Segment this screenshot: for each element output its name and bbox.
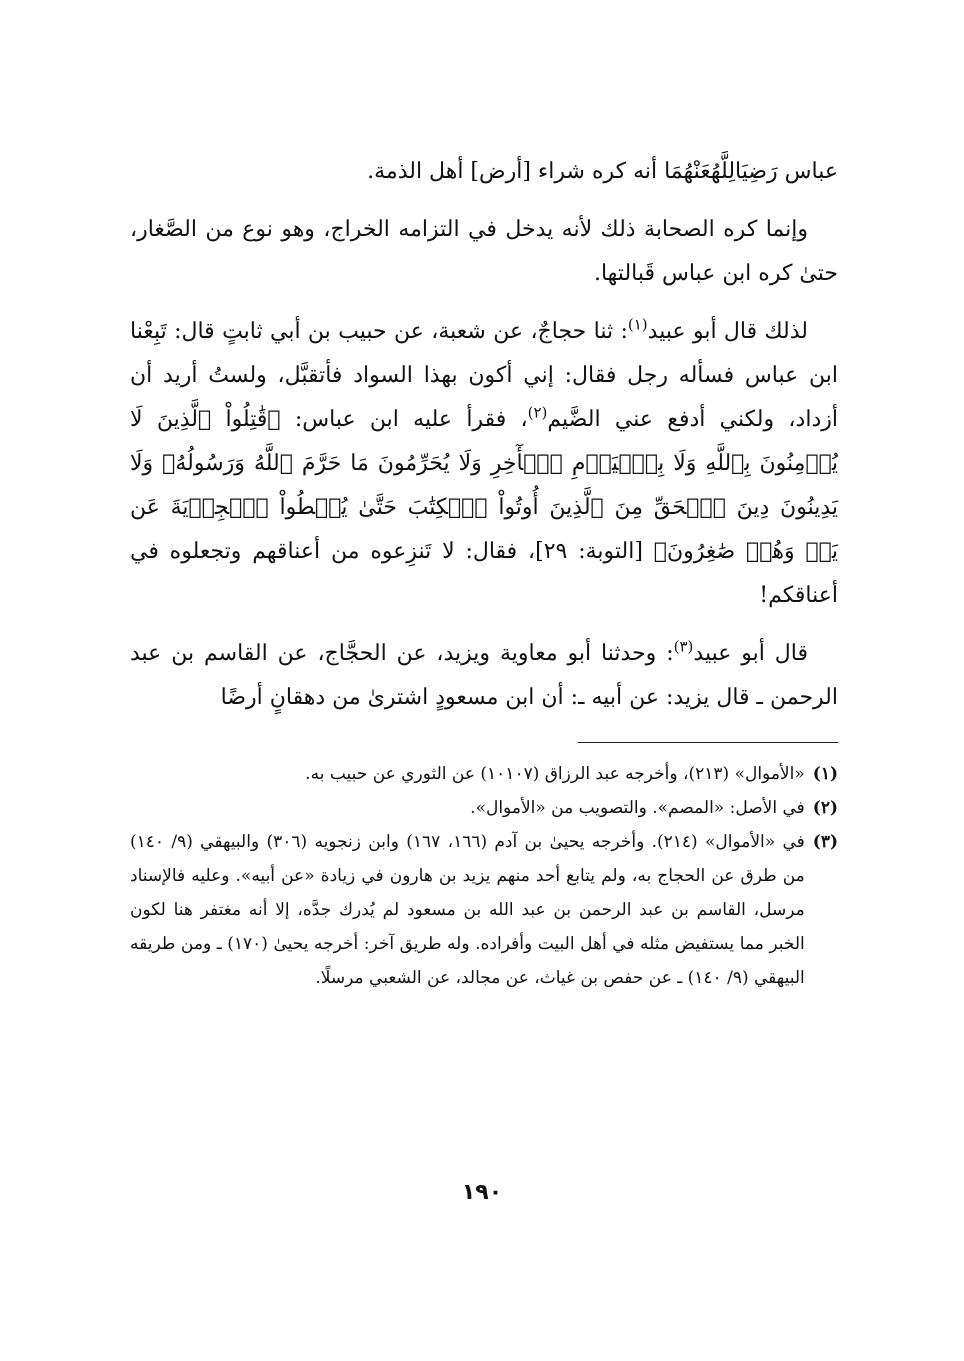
paragraph-3-text-c: ، فقرأ عليه ابن عباس: [280,407,528,432]
paragraph-3-text-b: : ثنا حجاجٌ، عن شعبة، عن حبيب بن أبي ثابتٍ قال: تَبِعْنا ابن عباس فسأله رجل فقال: إني أكون بهذا السواد فأتقبَّل، ولستُ أريد أن أزداد، ولكني أدفع عني الضَّيم [130,319,838,432]
paragraph-1 [130,150,838,194]
paragraph-3-text-d: [التوبة: ٢٩]، فقال: لا تَنزِعوه من أعناقهم وتجعلوه في أعناقكم! [130,539,838,608]
footnote-ref-2: (٢) [527,403,548,422]
footnote-1 [130,757,838,791]
paragraph-4-text-a: قال أبو عبيد [693,641,809,666]
footnote-ref-1: (١) [627,315,648,334]
footnote-ref-3: (٣) [673,637,694,656]
footnote-number: (١) [812,764,838,784]
footnote-2 [130,791,838,825]
paragraph-4-text-b: : وحدثنا أبو معاوية ويزيد، عن الحجَّاج، عن القاسم بن عبد الرحمن ـ قال يزيد: عن أبيه ـ: أن ابن مسعودٍ اشترىٰ من دهقانٍ أرضًا [130,641,838,710]
paragraph-3 [130,310,838,618]
paragraph-4 [130,632,838,720]
footnote-text: في الأصل: «المصم». والتصويب من «الأموال». [470,798,805,818]
paragraph-2 [130,208,838,296]
paragraph-3-text-a: لذلك قال أبو عبيد [647,319,808,344]
footnote-3 [130,825,838,995]
page-number: ١٩٠ [461,1180,503,1205]
paragraph-2-text: وإنما كره الصحابة ذلك لأنه يدخل في التزامه الخراج، وهو نوع من الصَّغار، حتىٰ كره ابن عباس قَبالتها. [130,217,838,286]
page-content [130,150,838,995]
footnote-text: «الأموال» (٢١٣)، وأخرجه عبد الرزاق (١٠١٠٧) عن الثوري عن حبيب به. [305,764,805,784]
footnote-divider [578,742,838,743]
paragraph-1-text: عباس رَضِيَالِلَّهُعَنْهُمَا أنه كره شراء [أرض] أهل الذمة. [367,159,838,184]
footnote-number: (٣) [812,832,838,852]
footnote-text: في «الأموال» (٢١٤). وأخرجه يحيىٰ بن آدم (١٦٦، ١٦٧) وابن زنجويه (٣٠٦) والبيهقي (٩/ ١٤٠) من طرق عن الحجاج به، ولم يتابع أحد منهم يزيد بن هارون في زيادة «عن أبيه». وعليه فالإسناد مرسل، القاسم بن عبد الرحمن بن عبد الله بن مسعود لم يُدرك جدَّه، إلا أنه مغتفر هنا لكون الخبر مما يستفيض مثله في أهل البيت وأفراده. وله طريق آخر: أخرجه يحيىٰ (١٧٠) ـ ومن طريقه البيهقي (٩/ ١٤٠) ـ عن حفص بن غياث، عن مجالد، عن الشعبي مرسلًا. [130,832,805,988]
quran-verse: ﴿قَٰتِلُواْ ٱلَّذِينَ لَا يُؤۡمِنُونَ بِٱللَّهِ وَلَا بِٱلۡيَوۡمِ ٱلۡأٓخِرِ وَلَا يُحَرِّمُونَ مَا حَرَّمَ ٱللَّهُ وَرَسُولُهُۥ وَلَا يَدِينُونَ دِينَ ٱلۡحَقِّ مِنَ ٱلَّذِينَ أُوتُواْ ٱلۡكِتَٰبَ حَتَّىٰ يُعۡطُواْ ٱلۡجِزۡيَةَ عَن يَدٖ وَهُمۡ صَٰغِرُونَ﴾ [130,407,839,564]
footnote-number: (٢) [812,798,838,818]
footnotes [130,757,838,995]
